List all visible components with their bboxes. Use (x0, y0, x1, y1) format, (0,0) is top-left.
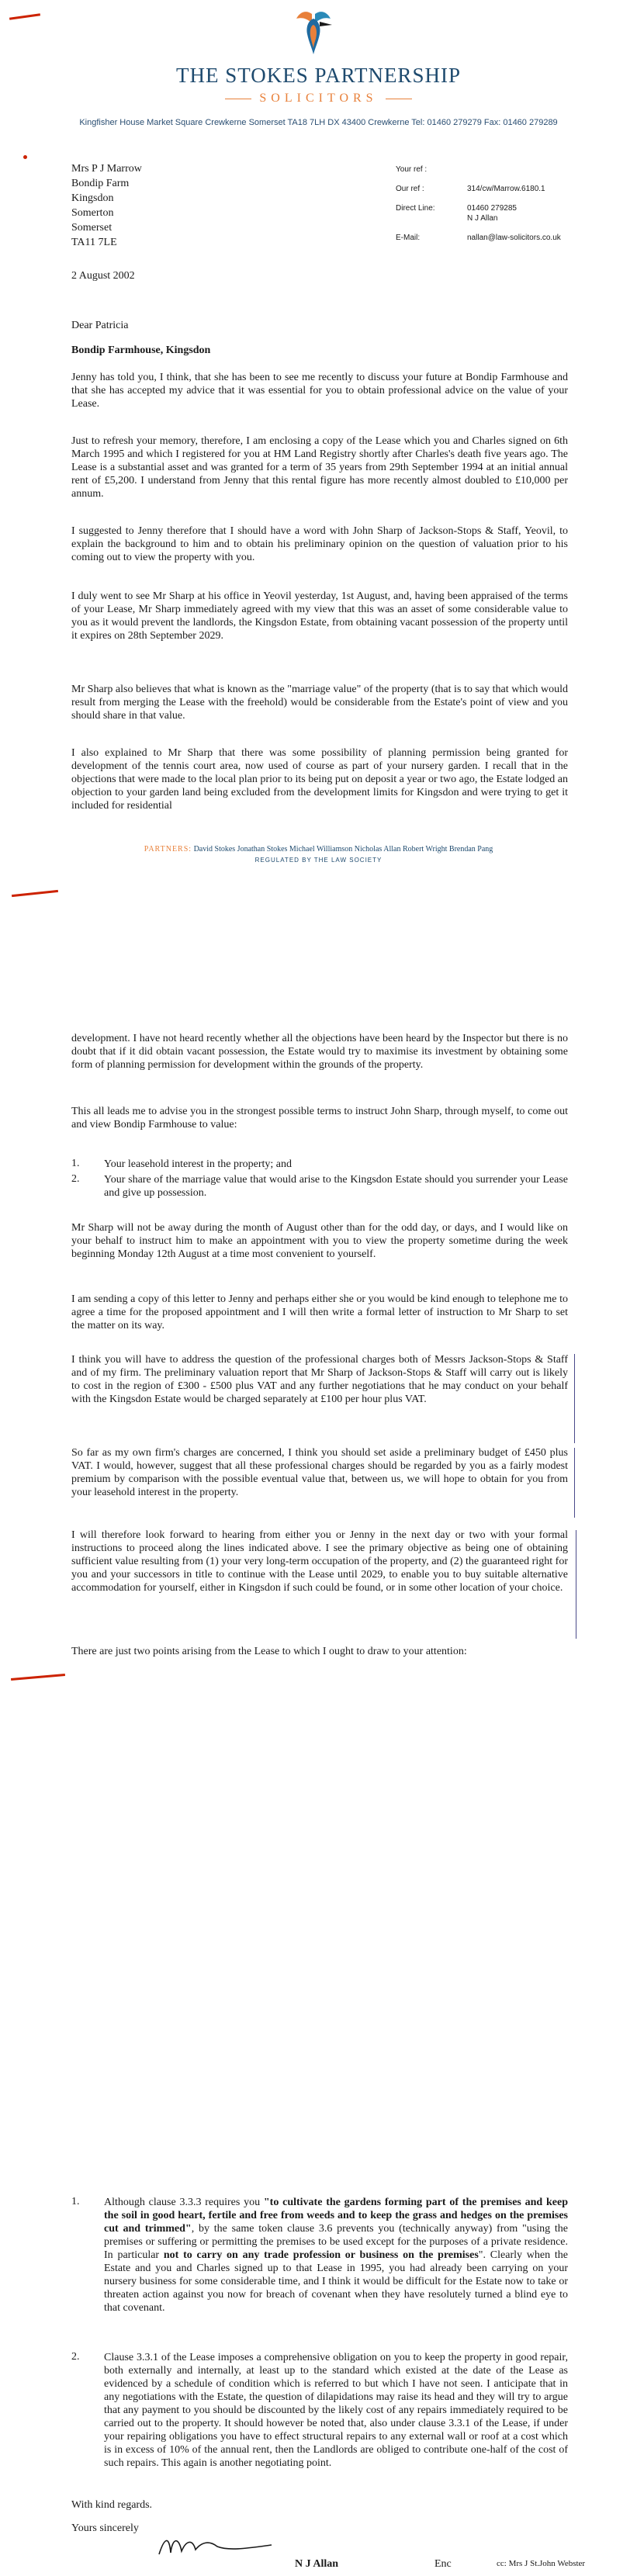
your-ref-label: Your ref : (396, 165, 428, 174)
recipient-line: TA11 7LE (71, 237, 117, 248)
recipient-line: Somerton (71, 207, 114, 219)
paragraph: Mr Sharp also believes that what is known as the "marriage value" of the property (that is to say that which would result from merging the Lease with the freehold) would be considerable from the Estate's point of view and you should share in that value. (71, 684, 568, 722)
recipient-address (71, 161, 142, 250)
lease-point-1 (104, 2196, 568, 2315)
direct-line-label: Direct Line: (396, 204, 435, 213)
paragraph: development. I have not heard recently whether all the objections have been heard by the Inspector but there is no doubt that if it did obtain vacant possession, the Estate would try to maximise its investment by obtaining some form of planning permission for development within the grounds of the property. (71, 1033, 568, 1071)
paragraph: I also explained to Mr Sharp that there was some possibility of planning permission being granted for development of the tennis court area, now used of course as part of your nursery garden. I recall that in the objections that were made to the local plan prior to its being put on deposit a year or two ago, the Estate lodged an objection to your garden land being excluded from the development limits for Kingsdon and were trying to get it included for residential (71, 747, 568, 812)
list-number: 2. (71, 1173, 80, 1185)
point-text: Although clause 3.3.3 requires you (104, 2197, 264, 2208)
margin-annotation-line (574, 1448, 575, 1518)
regulated-notice: REGULATED BY THE LAW SOCIETY (254, 857, 383, 864)
scan-mark (23, 155, 27, 159)
lease-point-2: Clause 3.3.1 of the Lease imposes a comprehensive obligation on you to keep the property in good repair, both externally and internally, at least up to the standard which existed at the date of the Lease as evidenced by a schedule of condition which is referred to but which I have not seen. I anticipate that in any negotiations with the Estate, the question of dilapidations may raise its head and they will try to argue that any payment to you should be discounted by the likely cost of any repairs immediately required to be carried out to the property. It should however be noted that, also under clause 3.3.1 of the Lease, if under your repairing obligations you have to effect structural repairs to any external wall or roof at a cost which is in excess of 10% of the annual rent, then the Landlords are obliged to contribute one-half of the cost of such repairs. This again is another negotiating point. (104, 2352, 568, 2469)
paragraph: I think you will have to address the question of the professional charges both of Messrs Jackson-Stops & Staff and of my firm. The preliminary valuation report that Mr Sharp of Jackson-Stops & Staff will carry out is likely to cost in the region of £300 - £500 plus VAT and any further negotiations that he may conduct on your behalf with the Kingsdon Estate would be charged separately at £100 per hour plus VAT. (71, 1354, 568, 1405)
paragraph: Just to refresh your memory, therefore, I am enclosing a copy of the Lease which you and Charles signed on 6th March 1995 and which I registered for you at HM Land Registry shortly after Charles's death five years ago. The Lease is a substantial asset and was granted for a term of 35 years from 29th September 1994 at an initial annual rent of £5,200. I understand from Jenny that this rental figure has more recently almost doubled to £10,000 per annum. (71, 435, 568, 500)
paragraph: I will therefore look forward to hearing from either you or Jenny in the next day or two with your formal instructions to proceed along the lines indicated above. I see the primary objective as being one of obtaining sufficient value resulting from (1) your very long-term occupation of the property, and (2) the guaranteed right for you and your successors in title to continue with the Lease until 2029, to enable you to buy suitable alternative accommodation for yourself, either in Kingsdon if such could be found, or in some other location of your choice. (71, 1529, 568, 1594)
partners-footer (0, 845, 637, 853)
paragraph: I am sending a copy of this letter to Jenny and perhaps either she or you would be kind enough to telephone me to agree a time for the proposed appointment and I will then write a formal letter of instruction to Mr Sharp to set the matter on its way. (71, 1293, 568, 1331)
valediction: Yours sincerely (71, 2522, 139, 2534)
paragraph: There are just two points arising from the Lease to which I ought to draw to your attention: (71, 1646, 467, 1657)
firm-type: SOLICITORS (0, 92, 637, 106)
signatory-name: N J Allan (295, 2558, 339, 2570)
partners-label: PARTNERS: (144, 845, 192, 853)
email-value[interactable]: nallan@law-solicitors.co.uk (467, 234, 561, 242)
recipient-line: Bondip Farm (71, 178, 130, 189)
firm-name: THE STOKES PARTNERSHIP (176, 64, 461, 87)
closing: With kind regards. (71, 2499, 153, 2511)
recipient-line: Somerset (71, 222, 113, 234)
point-text: , by the same token clause 3.6 prevents you (technically anyway) from "using the premises or suffering or permitting the premises to be used except for the purposes of a private residence. In particular (104, 2223, 568, 2261)
direct-line-name: N J Allan (467, 214, 498, 223)
point-quote-bold: "to cultivate the gardens forming part of the premises and keep the soil in good heart, fertile and free from weeds and to keep the grass and hedges on the premises cut and trimmed" (104, 2197, 568, 2235)
scan-mark (12, 890, 58, 897)
paragraph: Jenny has told you, I think, that she has been to see me recently to discuss your future at Bondip Farmhouse and that she has accepted my advice that it was essential for you to obtain professional advice on the value of your Lease. (71, 372, 568, 410)
paragraph: This all leads me to advise you in the strongest possible terms to instruct John Sharp, through myself, to come out and view Bondip Farmhouse to value: (71, 1106, 568, 1130)
handwritten-signature (155, 2531, 279, 2562)
list-number: 1. (71, 1158, 80, 1169)
scan-mark (11, 1674, 65, 1681)
list-item: Your leasehold interest in the property; and (104, 1158, 292, 1170)
recipient-line: Kingsdon (71, 192, 114, 204)
paragraph: So far as my own firm's charges are concerned, I think you should set aside a preliminary budget of £450 plus VAT. I would, however, suggest that all these professional charges should be regarded by you as a fairly modest premium by comparison with the possible eventual value that, between us, we will hope to obtain for you from your leasehold interest in the property. (71, 1447, 568, 1498)
salutation: Dear Patricia (71, 320, 129, 331)
point-text: ". Clearly when the Estate and you and Charles signed up to that Lease in 1995, you had already been carrying on your nursery business for some considerable time, and I think it would be difficult for the Estate now to take or threaten action against you now for breach of covenant when they have resolutely turned a blind eye to that covenant. (104, 2249, 568, 2314)
letter-date: 2 August 2002 (71, 270, 135, 282)
list-item: Your share of the marriage value that would arise to the Kingsdon Estate should you surrender your Lease and give up possession. (104, 1174, 568, 1199)
list-number: 2. (71, 2351, 80, 2363)
carbon-copy: cc: Mrs J St.John Webster (497, 2559, 586, 2568)
firm-address: Kingfisher House Market Square Crewkerne Somerset TA18 7LH DX 43400 Crewkerne Tel: 01460 279279 Fax: 01460 279289 (79, 118, 558, 127)
point-quote-bold: not to carry on any trade profession or business on the premises (163, 2249, 479, 2261)
paragraph: I duly went to see Mr Sharp at his office in Yeovil yesterday, 1st August, and, having been appraised of the terms of your Lease, Mr Sharp immediately agreed with my view that this was an asset of some considerable value to you as it would prevent the landlords, the Kingsdon Estate, from obtaining vacant possession of the property until it expires on 28th September 2029. (71, 590, 568, 642)
our-ref-value: 314/cw/Marrow.6180.1 (467, 185, 545, 193)
paragraph: I suggested to Jenny therefore that I should have a word with John Sharp of Jackson-Stops & Staff, Yeovil, to explain the background to him and to obtain his preliminary opinion on the question of valuation prior to his coming out to view the property with you. (71, 525, 568, 563)
kingfisher-logo-icon (289, 8, 338, 62)
direct-line-value: 01460 279285 (467, 204, 517, 213)
enclosure: Enc (434, 2558, 452, 2570)
list-number: 1. (71, 2196, 80, 2207)
margin-annotation-line (574, 1354, 575, 1443)
reference-block (396, 164, 561, 252)
scan-mark (9, 13, 40, 20)
email-label: E-Mail: (396, 234, 421, 242)
paragraph: Mr Sharp will not be away during the month of August other than for the odd day, or days, and I would like on your behalf to instruct him to make an appointment with you to view the property sometime during the week beginning Monday 12th August at a time most convenient to yourself. (71, 1222, 568, 1260)
recipient-line: Mrs P J Marrow (71, 163, 142, 175)
our-ref-label: Our ref : (396, 185, 424, 193)
partners-list: David Stokes Jonathan Stokes Michael Williamson Nicholas Allan Robert Wright Brendan Pang (193, 845, 493, 853)
subject-heading: Bondip Farmhouse, Kingsdon (71, 345, 211, 356)
